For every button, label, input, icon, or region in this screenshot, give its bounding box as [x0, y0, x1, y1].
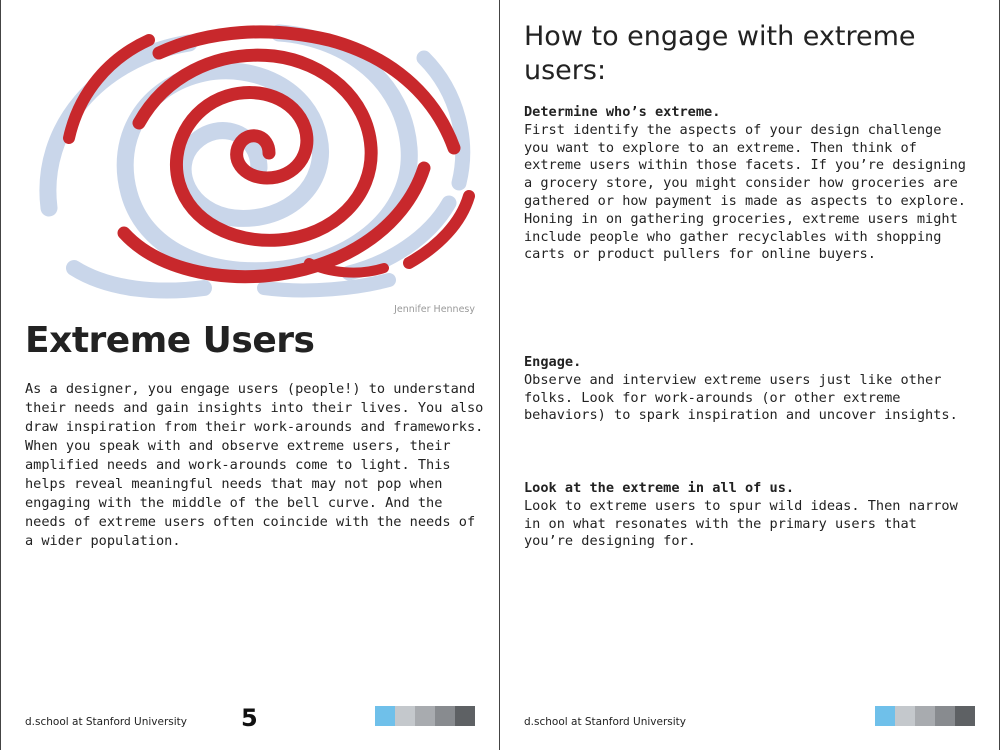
fingerprint-swirl-icon: [29, 18, 479, 300]
swatch: [915, 706, 935, 726]
section-heading: Engage.: [524, 354, 582, 370]
section-determine: [524, 104, 974, 264]
footer-publisher: d.school at Stanford University: [524, 716, 686, 728]
swatch: [455, 706, 475, 726]
section-heading: Determine who’s extreme.: [524, 104, 721, 120]
illustration-credit: Jennifer Hennesy: [394, 304, 475, 315]
color-swatch-bar: [875, 706, 975, 726]
section-text: First identify the aspects of your design challenge you want to explore to an extreme. Then think of extreme users within those facets. If you’re designing a grocery store, you might consider how groceries are gathered or how payment is made as aspects to explore. Honing in on gathering groceries, extreme users might include people who gather recyclables with shopping carts or product pullers for online buyers.: [524, 121, 966, 263]
footer-publisher: d.school at Stanford University: [25, 716, 187, 728]
swatch: [415, 706, 435, 726]
section-look: [524, 480, 974, 551]
section-text: Observe and interview extreme users just like other folks. Look for work-arounds (or other extreme behaviors) to spark inspiration and uncover insights.: [524, 371, 958, 424]
right-page: [500, 0, 1000, 750]
section-text: Look to extreme users to spur wild ideas. Then narrow in on what resonates with the primary users that you’re designing for.: [524, 497, 958, 550]
page-number: 5: [241, 704, 258, 732]
section-engage: [524, 354, 974, 425]
swatch: [375, 706, 395, 726]
page-title: Extreme Users: [25, 320, 315, 361]
swatch: [955, 706, 975, 726]
swatch: [395, 706, 415, 726]
body-paragraph: As a designer, you engage users (people!) to understand their needs and gain insights into their lives. You also draw inspiration from their work-arounds and frameworks. When you speak with and observe extreme users, their amplified needs and work-arounds come to light. This helps reveal meaningful needs that may not pop when engaging with the middle of the bell curve. And the needs of extreme users often coincide with the needs of a wider population.: [25, 381, 484, 549]
color-swatch-bar: [375, 706, 475, 726]
swatch: [935, 706, 955, 726]
swatch: [435, 706, 455, 726]
swatch: [895, 706, 915, 726]
section-heading: Look at the extreme in all of us.: [524, 480, 795, 496]
swatch: [875, 706, 895, 726]
section-title: How to engage with extreme users:: [524, 21, 916, 86]
